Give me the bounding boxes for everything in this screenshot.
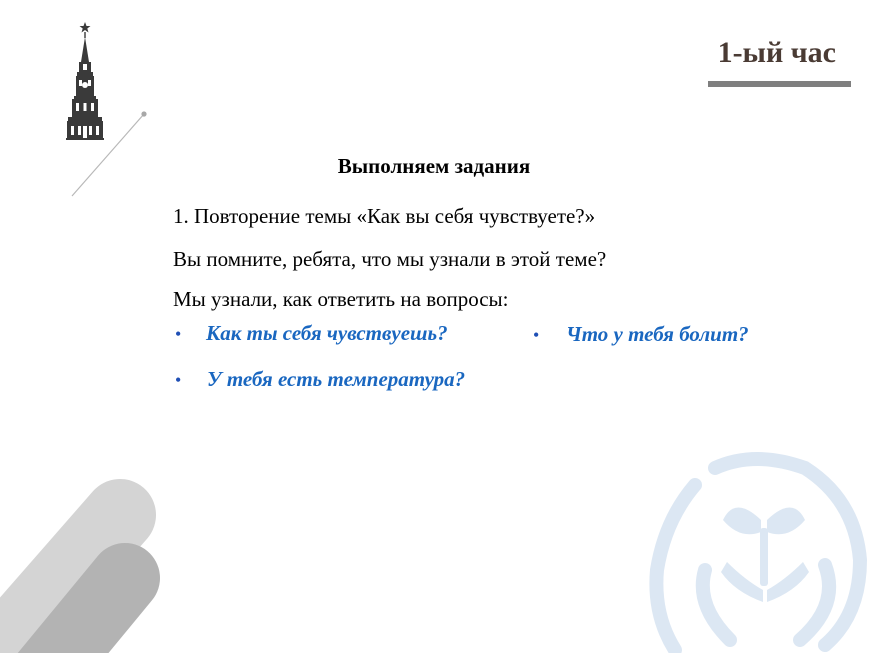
bullet-marker: • [533, 325, 540, 345]
bullet-item: Что у тебя болит? [566, 322, 749, 346]
bullet-item: Как ты себя чувствуешь? [206, 321, 448, 345]
bullet-marker: • [175, 324, 182, 344]
bullet-item: У тебя есть температура? [207, 367, 466, 391]
task-line: 1. Повторение темы «Как вы себя чувствуете?» [173, 204, 596, 228]
answer-intro-line: Мы узнали, как ответить на вопросы: [173, 287, 509, 311]
question-line: Вы помните, ребята, что мы узнали в этой теме? [173, 247, 607, 271]
section-heading: Выполняем задания [337, 154, 531, 178]
bullet-marker: • [175, 370, 182, 390]
title-underline-bar [708, 81, 851, 87]
slide-title: 1-ый час [717, 36, 836, 69]
hands-sprout-watermark-icon [635, 440, 870, 653]
decorative-swoosh [0, 460, 190, 653]
